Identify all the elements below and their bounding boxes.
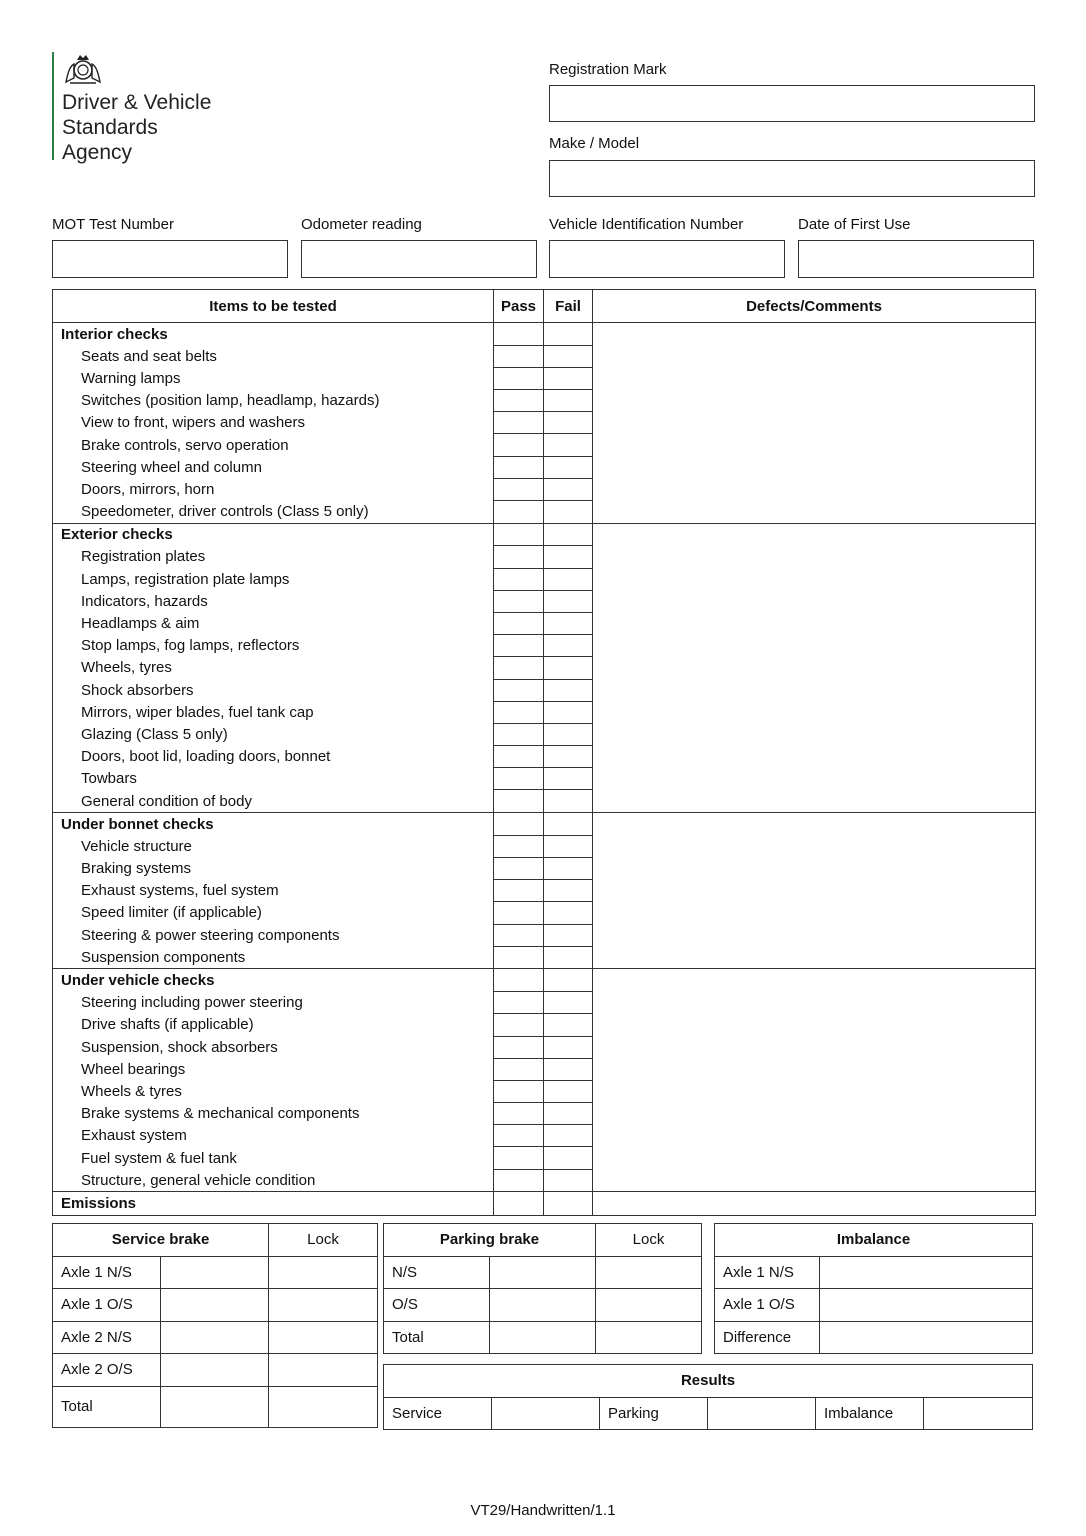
- section-fail-spacer: [544, 323, 593, 346]
- check-item-label: Doors, boot lid, loading doors, bonnet: [53, 746, 494, 768]
- pass-checkbox[interactable]: [494, 1147, 544, 1169]
- results-imbalance-cell[interactable]: [924, 1397, 1033, 1430]
- agency-name-line2: Standards: [62, 116, 158, 139]
- date-first-use-label: Date of First Use: [798, 216, 911, 233]
- check-item-label: Speedometer, driver controls (Class 5 only): [53, 501, 494, 524]
- mot-test-number-field[interactable]: [52, 240, 288, 278]
- check-item-label: Wheels & tyres: [53, 1080, 494, 1102]
- input-cell[interactable]: [490, 1256, 596, 1289]
- check-item-label: Switches (position lamp, headlamp, hazards): [53, 390, 494, 412]
- pass-checkbox[interactable]: [494, 1014, 544, 1036]
- fail-checkbox[interactable]: [544, 1169, 593, 1192]
- make-model-label: Make / Model: [549, 135, 640, 152]
- section-fail-spacer: [544, 523, 593, 546]
- row-label: Axle 1 N/S: [53, 1256, 161, 1289]
- input-cell[interactable]: [161, 1289, 269, 1322]
- defects-cell[interactable]: [593, 969, 1036, 1192]
- fail-checkbox[interactable]: [544, 790, 593, 813]
- check-item-label: Indicators, hazards: [53, 590, 494, 612]
- fail-checkbox[interactable]: [544, 1103, 593, 1125]
- fail-header: Fail: [544, 290, 593, 323]
- results-parking-label: Parking: [600, 1397, 708, 1430]
- check-item-label: Shock absorbers: [53, 679, 494, 701]
- fail-checkbox[interactable]: [544, 1058, 593, 1080]
- agency-name-line1: Driver & Vehicle: [62, 91, 212, 114]
- input-cell[interactable]: [269, 1386, 378, 1427]
- pass-checkbox[interactable]: [494, 501, 544, 524]
- fail-checkbox[interactable]: [544, 478, 593, 500]
- fail-checkbox[interactable]: [544, 992, 593, 1014]
- check-item-label: Stop lamps, fog lamps, reflectors: [53, 635, 494, 657]
- input-cell[interactable]: [596, 1321, 702, 1354]
- input-cell[interactable]: [161, 1354, 269, 1387]
- check-item-label: Fuel system & fuel tank: [53, 1147, 494, 1169]
- fail-checkbox[interactable]: [544, 679, 593, 701]
- pass-checkbox[interactable]: [494, 1058, 544, 1080]
- pass-checkbox[interactable]: [494, 478, 544, 500]
- section-header-row: [53, 523, 1036, 546]
- input-cell[interactable]: [820, 1321, 1033, 1354]
- check-item-label: Doors, mirrors, horn: [53, 478, 494, 500]
- row-label: Difference: [715, 1321, 820, 1354]
- items-header: Items to be tested: [53, 290, 494, 323]
- fail-checkbox[interactable]: [544, 546, 593, 568]
- results-service-cell[interactable]: [492, 1397, 600, 1430]
- check-item-label: Suspension components: [53, 946, 494, 969]
- results-service-label: Service: [384, 1397, 492, 1430]
- pass-checkbox[interactable]: [494, 679, 544, 701]
- input-cell[interactable]: [269, 1354, 378, 1387]
- emissions-row: [53, 1192, 1036, 1215]
- pass-checkbox[interactable]: [494, 546, 544, 568]
- pass-checkbox[interactable]: [494, 1192, 544, 1215]
- input-cell[interactable]: [820, 1289, 1033, 1322]
- pass-checkbox[interactable]: [494, 1169, 544, 1192]
- section-title: Under vehicle checks: [53, 969, 494, 992]
- pass-checkbox[interactable]: [494, 746, 544, 768]
- fail-checkbox[interactable]: [544, 1036, 593, 1058]
- make-model-field[interactable]: [549, 160, 1035, 197]
- pass-checkbox[interactable]: [494, 835, 544, 857]
- defects-cell[interactable]: [593, 1192, 1036, 1215]
- section-title: Interior checks: [53, 323, 494, 346]
- check-item-label: Exhaust system: [53, 1125, 494, 1147]
- fail-checkbox[interactable]: [544, 1014, 593, 1036]
- fail-checkbox[interactable]: [544, 612, 593, 634]
- check-item-label: Speed limiter (if applicable): [53, 902, 494, 924]
- pass-checkbox[interactable]: [494, 1103, 544, 1125]
- fail-checkbox[interactable]: [544, 1125, 593, 1147]
- row-label: Total: [384, 1321, 490, 1354]
- check-item-label: Steering wheel and column: [53, 456, 494, 478]
- fail-checkbox[interactable]: [544, 880, 593, 902]
- vin-field[interactable]: [549, 240, 785, 278]
- pass-checkbox[interactable]: [494, 946, 544, 969]
- fail-checkbox[interactable]: [544, 723, 593, 745]
- odometer-label: Odometer reading: [301, 216, 422, 233]
- results-parking-cell[interactable]: [708, 1397, 816, 1430]
- check-item-label: Warning lamps: [53, 367, 494, 389]
- check-item-label: Registration plates: [53, 546, 494, 568]
- checks-table: [52, 289, 1036, 1216]
- service-brake-table: [52, 1223, 378, 1428]
- agency-name: [62, 90, 211, 165]
- pass-checkbox[interactable]: [494, 434, 544, 456]
- imbalance-title: Imbalance: [715, 1224, 1033, 1257]
- service-brake-lock: Lock: [269, 1224, 378, 1257]
- pass-checkbox[interactable]: [494, 902, 544, 924]
- form-reference: VT29/Handwritten/1.1: [470, 1502, 616, 1519]
- mot-test-number-label: MOT Test Number: [52, 216, 174, 233]
- pass-checkbox[interactable]: [494, 992, 544, 1014]
- service-brake-title: Service brake: [53, 1224, 269, 1257]
- royal-crest-icon: [62, 52, 104, 86]
- fail-checkbox[interactable]: [544, 390, 593, 412]
- fail-checkbox[interactable]: [544, 835, 593, 857]
- fail-checkbox[interactable]: [544, 434, 593, 456]
- pass-checkbox[interactable]: [494, 612, 544, 634]
- fail-checkbox[interactable]: [544, 1147, 593, 1169]
- fail-checkbox[interactable]: [544, 924, 593, 946]
- input-cell[interactable]: [596, 1256, 702, 1289]
- logo-bar: [52, 52, 54, 160]
- section-pass-spacer: [494, 523, 544, 546]
- pass-checkbox[interactable]: [494, 723, 544, 745]
- check-item-label: View to front, wipers and washers: [53, 412, 494, 434]
- check-item-label: Brake controls, servo operation: [53, 434, 494, 456]
- date-first-use-field[interactable]: [798, 240, 1034, 278]
- input-cell[interactable]: [269, 1289, 378, 1322]
- input-cell[interactable]: [269, 1321, 378, 1354]
- registration-mark-label: Registration Mark: [549, 61, 667, 78]
- check-item-label: Brake systems & mechanical components: [53, 1103, 494, 1125]
- check-item-label: Suspension, shock absorbers: [53, 1036, 494, 1058]
- check-item-label: Glazing (Class 5 only): [53, 723, 494, 745]
- fail-checkbox[interactable]: [544, 568, 593, 590]
- check-item-label: Steering including power steering: [53, 992, 494, 1014]
- row-label: Axle 1 O/S: [715, 1289, 820, 1322]
- section-header-row: [53, 969, 1036, 992]
- fail-checkbox[interactable]: [544, 946, 593, 969]
- fail-checkbox[interactable]: [544, 590, 593, 612]
- fail-checkbox[interactable]: [544, 657, 593, 679]
- check-item-label: Drive shafts (if applicable): [53, 1014, 494, 1036]
- pass-checkbox[interactable]: [494, 858, 544, 880]
- parking-brake-table: [383, 1223, 702, 1354]
- pass-checkbox[interactable]: [494, 390, 544, 412]
- odometer-field[interactable]: [301, 240, 537, 278]
- results-title: Results: [384, 1365, 1033, 1398]
- check-item-label: Seats and seat belts: [53, 345, 494, 367]
- parking-brake-title: Parking brake: [384, 1224, 596, 1257]
- check-item-label: Wheel bearings: [53, 1058, 494, 1080]
- fail-checkbox[interactable]: [544, 902, 593, 924]
- defects-header: Defects/Comments: [593, 290, 1036, 323]
- pass-checkbox[interactable]: [494, 345, 544, 367]
- fail-checkbox[interactable]: [544, 1192, 593, 1215]
- pass-checkbox[interactable]: [494, 1036, 544, 1058]
- row-label: N/S: [384, 1256, 490, 1289]
- row-label: Axle 2 N/S: [53, 1321, 161, 1354]
- section-header-row: [53, 323, 1036, 346]
- row-label: Axle 1 O/S: [53, 1289, 161, 1322]
- section-fail-spacer: [544, 813, 593, 836]
- pass-checkbox[interactable]: [494, 568, 544, 590]
- input-cell[interactable]: [490, 1289, 596, 1322]
- results-table: [383, 1364, 1033, 1430]
- row-label: O/S: [384, 1289, 490, 1322]
- section-pass-spacer: [494, 323, 544, 346]
- parking-brake-lock: Lock: [596, 1224, 702, 1257]
- defects-cell[interactable]: [593, 523, 1036, 812]
- defects-cell[interactable]: [593, 813, 1036, 969]
- row-label: Total: [53, 1386, 161, 1427]
- input-cell[interactable]: [490, 1321, 596, 1354]
- pass-checkbox[interactable]: [494, 790, 544, 813]
- fail-checkbox[interactable]: [544, 412, 593, 434]
- fail-checkbox[interactable]: [544, 367, 593, 389]
- check-item-label: Braking systems: [53, 858, 494, 880]
- row-label: Axle 1 N/S: [715, 1256, 820, 1289]
- pass-checkbox[interactable]: [494, 1080, 544, 1102]
- pass-checkbox[interactable]: [494, 657, 544, 679]
- pass-checkbox[interactable]: [494, 768, 544, 790]
- row-label: Axle 2 O/S: [53, 1354, 161, 1387]
- pass-checkbox[interactable]: [494, 701, 544, 723]
- section-header-row: [53, 813, 1036, 836]
- pass-checkbox[interactable]: [494, 1125, 544, 1147]
- pass-checkbox[interactable]: [494, 590, 544, 612]
- defects-cell[interactable]: [593, 323, 1036, 524]
- fail-checkbox[interactable]: [544, 345, 593, 367]
- input-cell[interactable]: [269, 1256, 378, 1289]
- fail-checkbox[interactable]: [544, 746, 593, 768]
- pass-checkbox[interactable]: [494, 456, 544, 478]
- fail-checkbox[interactable]: [544, 501, 593, 524]
- check-item-label: Steering & power steering components: [53, 924, 494, 946]
- input-cell[interactable]: [596, 1289, 702, 1322]
- pass-checkbox[interactable]: [494, 924, 544, 946]
- fail-checkbox[interactable]: [544, 1080, 593, 1102]
- pass-checkbox[interactable]: [494, 880, 544, 902]
- check-item-label: Towbars: [53, 768, 494, 790]
- input-cell[interactable]: [161, 1386, 269, 1427]
- check-item-label: Mirrors, wiper blades, fuel tank cap: [53, 701, 494, 723]
- vin-label: Vehicle Identification Number: [549, 216, 744, 233]
- registration-mark-field[interactable]: [549, 85, 1035, 122]
- fail-checkbox[interactable]: [544, 456, 593, 478]
- pass-checkbox[interactable]: [494, 412, 544, 434]
- section-fail-spacer: [544, 969, 593, 992]
- section-pass-spacer: [494, 813, 544, 836]
- fail-checkbox[interactable]: [544, 858, 593, 880]
- input-cell[interactable]: [161, 1321, 269, 1354]
- imbalance-table: [714, 1223, 1033, 1354]
- agency-name-line3: Agency: [62, 141, 133, 164]
- check-item-label: Vehicle structure: [53, 835, 494, 857]
- check-item-label: Exhaust systems, fuel system: [53, 880, 494, 902]
- input-cell[interactable]: [820, 1256, 1033, 1289]
- pass-header: Pass: [494, 290, 544, 323]
- results-imbalance-label: Imbalance: [816, 1397, 924, 1430]
- section-title: Exterior checks: [53, 523, 494, 546]
- fail-checkbox[interactable]: [544, 701, 593, 723]
- check-item-label: Structure, general vehicle condition: [53, 1169, 494, 1192]
- input-cell[interactable]: [161, 1256, 269, 1289]
- emissions-label: Emissions: [53, 1192, 494, 1215]
- section-title: Under bonnet checks: [53, 813, 494, 836]
- check-item-label: Headlamps & aim: [53, 612, 494, 634]
- section-pass-spacer: [494, 969, 544, 992]
- fail-checkbox[interactable]: [544, 635, 593, 657]
- check-item-label: General condition of body: [53, 790, 494, 813]
- pass-checkbox[interactable]: [494, 635, 544, 657]
- check-item-label: Lamps, registration plate lamps: [53, 568, 494, 590]
- check-item-label: Wheels, tyres: [53, 657, 494, 679]
- pass-checkbox[interactable]: [494, 367, 544, 389]
- fail-checkbox[interactable]: [544, 768, 593, 790]
